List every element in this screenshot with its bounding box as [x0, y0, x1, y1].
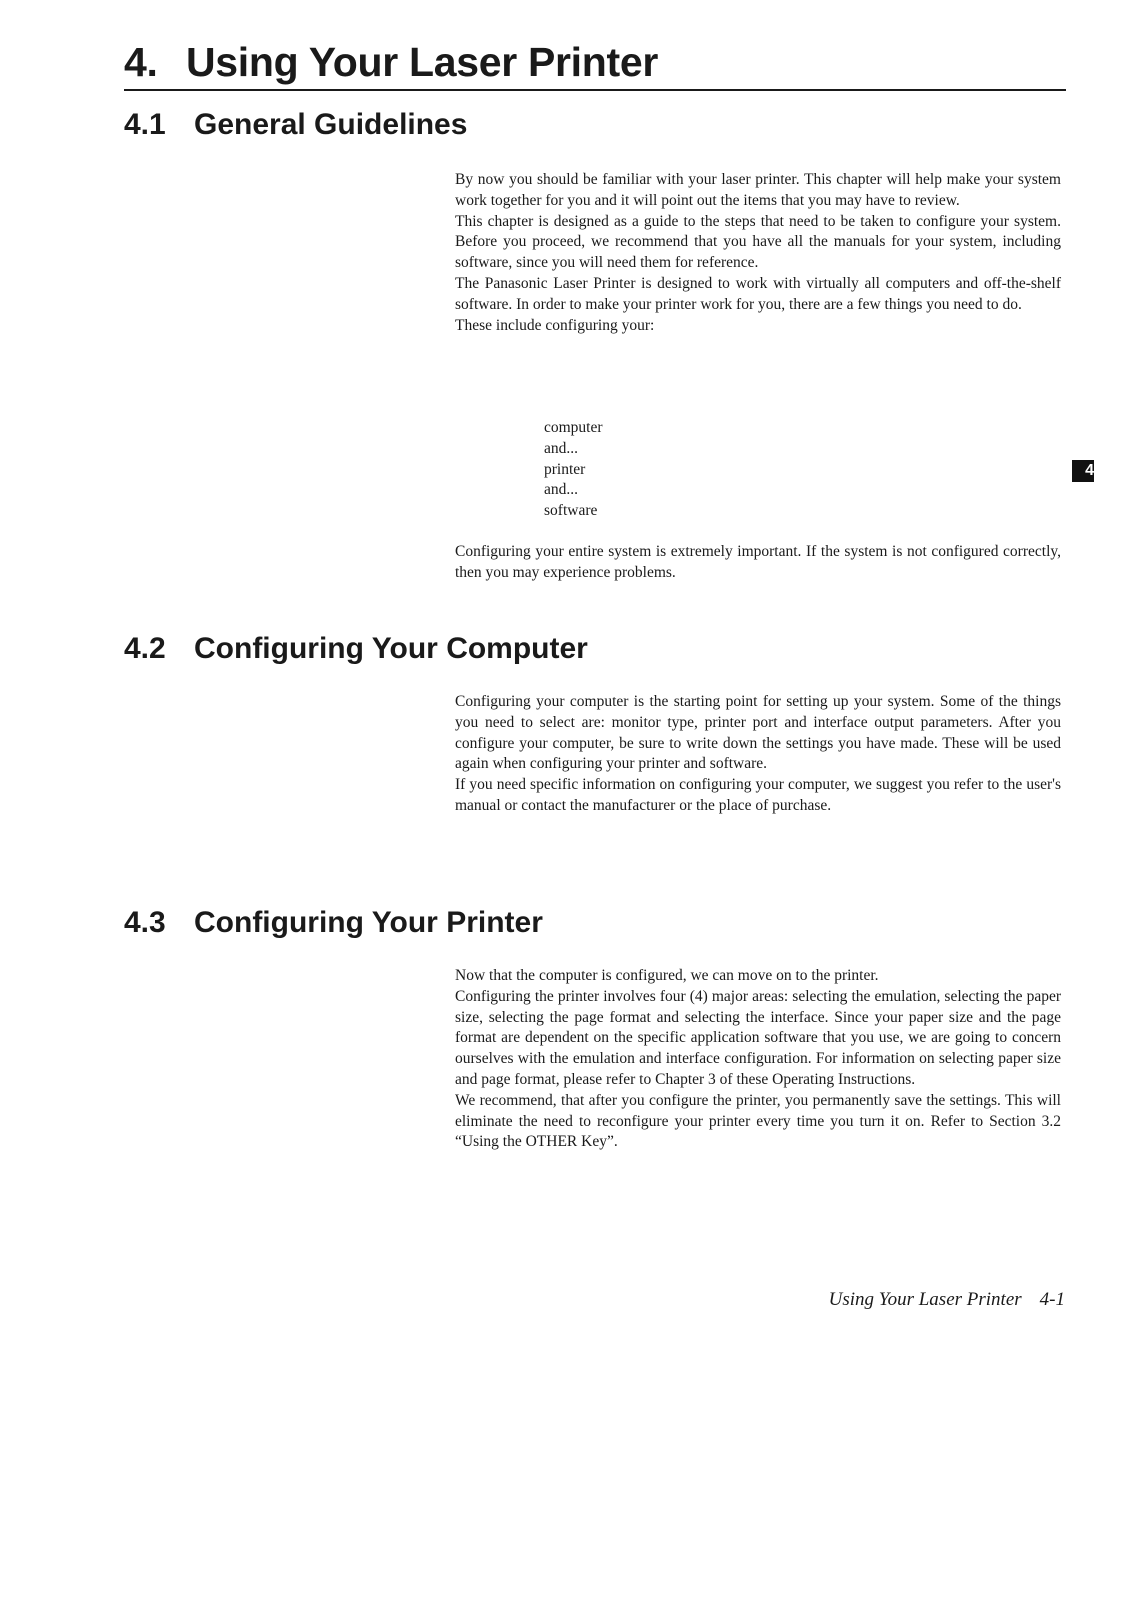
section-heading-4-1: [124, 106, 467, 144]
paragraph: We recommend, that after you configure the printer, you permanently save the settings. This will eliminate the need to reconfigure your printer every time you turn it on. Refer to Section 3.2 “Using the OTHER Key”.: [455, 1091, 1061, 1151]
list-item: computer: [544, 419, 603, 436]
footer-title: Using Your Laser Printer: [828, 1289, 1022, 1310]
list-item: and...: [544, 481, 579, 499]
paragraph: Configuring the printer involves four (4) major areas: selecting the emulation, selecting the paper size, selecting the page format and selecting the interface. Since your paper size and the page format are dependent on the specific application software that you use, we are going to concern ourselves with the emulation and interface configuration. For information on selecting paper size and page format, please refer to Chapter 3 of these Operating Instructions.: [455, 987, 1061, 1088]
chapter-title-text: Using Your Laser Printer: [186, 39, 659, 85]
section-body-4-1: [455, 170, 1061, 336]
title-rule: [124, 89, 1066, 91]
configuration-list: [544, 418, 603, 522]
paragraph: The Panasonic Laser Printer is designed to work with virtually all computers and off-the-shelf software. In order to make your printer work for you, there are a few things you need to do.: [455, 274, 1061, 313]
paragraph: By now you should be familiar with your laser printer. This chapter will help make your system work together for you and it will point out the items that you may have to review.: [455, 171, 1061, 209]
list-item: and...: [544, 439, 579, 457]
section-closing-4-1: [455, 542, 1061, 584]
paragraph: Configuring your entire system is extremely important. If the system is not configured correctly, then you may experience problems.: [455, 543, 1061, 581]
paragraph: Now that the computer is configured, we can move on to the printer.: [455, 967, 879, 984]
chapter-title: [124, 36, 1064, 88]
section-number: 4.2: [124, 632, 166, 665]
paragraph: These include configuring your:: [455, 316, 655, 334]
section-number: 4.1: [124, 108, 166, 141]
paragraph: If you need specific information on configuring your computer, we suggest you refer to the user's manual or contact the manufacturer or the place of purchase.: [455, 776, 1061, 814]
section-number: 4.3: [124, 906, 166, 939]
list-item: software: [544, 502, 598, 520]
section-body-4-2: [455, 692, 1061, 817]
section-title: Configuring Your Computer: [194, 632, 588, 665]
chapter-tab-marker: [1072, 460, 1094, 482]
section-heading-4-2: [124, 630, 588, 668]
paragraph: This chapter is designed as a guide to the steps that need to be taken to configure your system. Before you proceed, we recommend that you have all the manuals for your system, including software, since you will need them for reference.: [455, 212, 1061, 272]
section-body-4-3: [455, 966, 1061, 1153]
section-title: Configuring Your Printer: [194, 906, 543, 939]
section-title: General Guidelines: [194, 108, 468, 141]
list-item: printer: [544, 460, 586, 478]
page-number: 4-1: [1039, 1289, 1065, 1310]
paragraph: Configuring your computer is the starting point for setting up your system. Some of the things you need to select are: monitor type, printer port and interface output parameters. After you configure your computer, be sure to write down the settings you have made. These will be used again when configuring your printer and software.: [455, 693, 1061, 773]
page-footer: [829, 1288, 1065, 1312]
section-heading-4-3: [124, 904, 543, 942]
chapter-number: 4.: [124, 39, 158, 85]
tab-marker-label: 4: [1085, 462, 1094, 479]
